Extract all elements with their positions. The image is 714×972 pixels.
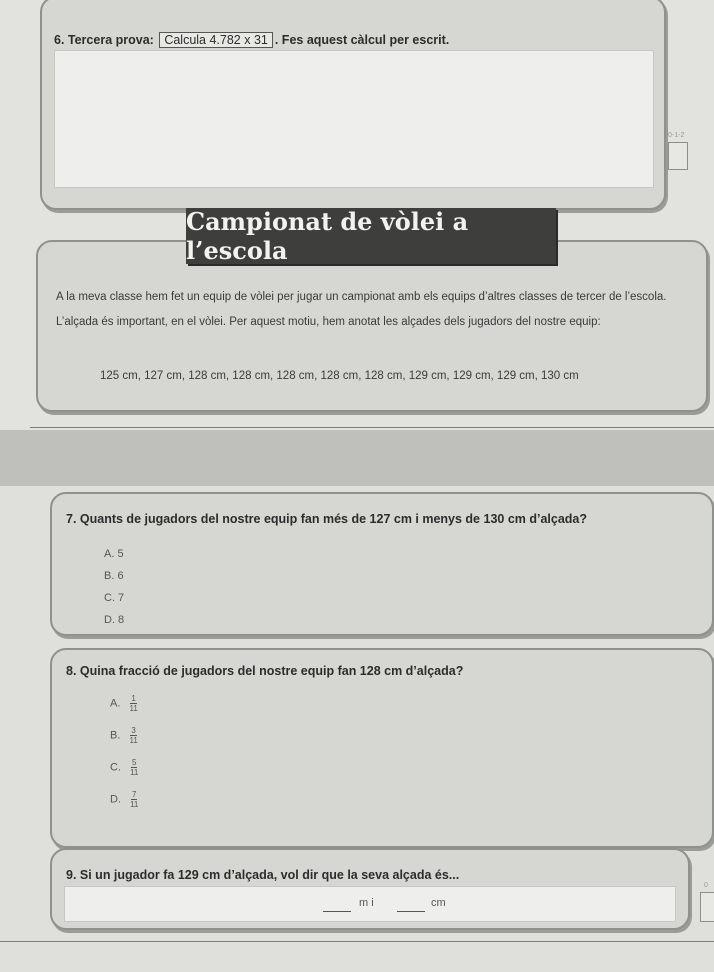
- blank-meters[interactable]: [323, 911, 351, 912]
- q8-option-a-letter: A.: [110, 697, 121, 710]
- answer-area-q9: [64, 886, 676, 922]
- fraction-b: [129, 726, 137, 745]
- q8-option-c-letter: C.: [110, 761, 121, 774]
- fraction-d-numerator: 7: [131, 790, 137, 799]
- q8-option-b[interactable]: [110, 726, 138, 745]
- q8-option-a[interactable]: [110, 694, 138, 713]
- fraction-c: [130, 758, 138, 777]
- unit-cm: cm: [431, 897, 446, 909]
- question-7-box: [50, 492, 714, 636]
- unit-m-and: m i: [359, 897, 374, 909]
- fraction-c-denominator: 11: [130, 768, 139, 777]
- question-7-text: 7. Quants de jugadors del nostre equip fan més de 127 cm i menys de 130 cm d’alçada?: [66, 512, 588, 526]
- fraction-d-denominator: 11: [130, 800, 139, 809]
- q7-option-c[interactable]: C. 7: [104, 592, 125, 604]
- divider-line: [30, 427, 714, 428]
- question-9-text: 9. Si un jugador fa 129 cm d’alçada, vol dir que la seva alçada és...: [66, 868, 460, 882]
- page-sheet-bottom: [0, 486, 714, 972]
- question-6-instruction: . Fes aquest càlcul per escrit.: [274, 33, 450, 47]
- fraction-b-numerator: 3: [131, 726, 136, 735]
- q7-option-d[interactable]: D. 8: [104, 614, 125, 626]
- volley-context-box: [36, 240, 708, 412]
- q8-option-c[interactable]: [110, 758, 138, 777]
- question-8-box: [50, 648, 714, 848]
- score-box-q6[interactable]: [668, 142, 688, 170]
- question-6-label: 6. Tercera prova:: [54, 33, 154, 47]
- q7-option-b[interactable]: B. 6: [104, 570, 124, 582]
- fraction-c-numerator: 5: [131, 758, 137, 767]
- calculation-box: Calcula 4.782 x 31: [159, 32, 273, 48]
- page-sheet-top: [0, 0, 714, 430]
- fraction-a: [129, 694, 137, 713]
- q8-option-d[interactable]: [110, 790, 138, 809]
- fraction-b-denominator: 11: [129, 736, 138, 745]
- answer-area-q6[interactable]: [54, 50, 654, 188]
- question-9-box: [50, 848, 690, 930]
- question-6-text: [54, 32, 654, 48]
- q8-option-b-letter: B.: [110, 729, 121, 742]
- q8-option-d-letter: D.: [110, 793, 121, 806]
- heights-list: 125 cm, 127 cm, 128 cm, 128 cm, 128 cm, 128 cm, 128 cm, 129 cm, 129 cm, 129 cm, 130 cm: [100, 370, 579, 382]
- question-8-text: 8. Quina fracció de jugadors del nostre equip fan 128 cm d’alçada?: [66, 664, 464, 678]
- fraction-a-numerator: 1: [131, 694, 136, 703]
- fraction-a-denominator: 11: [129, 704, 138, 713]
- context-paragraph-1: A la meva classe hem fet un equip de vòlei per jugar un campionat amb els equips d’altres classes de tercer de l’escola.: [56, 291, 667, 303]
- blank-centimeters[interactable]: [397, 911, 425, 912]
- fraction-d: [130, 790, 138, 809]
- score-box-q9[interactable]: [700, 892, 714, 922]
- score-tag-q9: 0: [704, 882, 708, 889]
- bottom-divider-line: [0, 941, 714, 942]
- score-tag-q6: 0-1-2: [668, 132, 685, 139]
- question-6-box: [40, 0, 666, 210]
- q7-option-a[interactable]: A. 5: [104, 548, 124, 560]
- section-title-banner: Campionat de vòlei a l’escola: [186, 208, 556, 264]
- context-paragraph-2: L’alçada és important, en el vòlei. Per aquest motiu, hem anotat les alçades dels jugadors del nostre equip:: [56, 316, 601, 328]
